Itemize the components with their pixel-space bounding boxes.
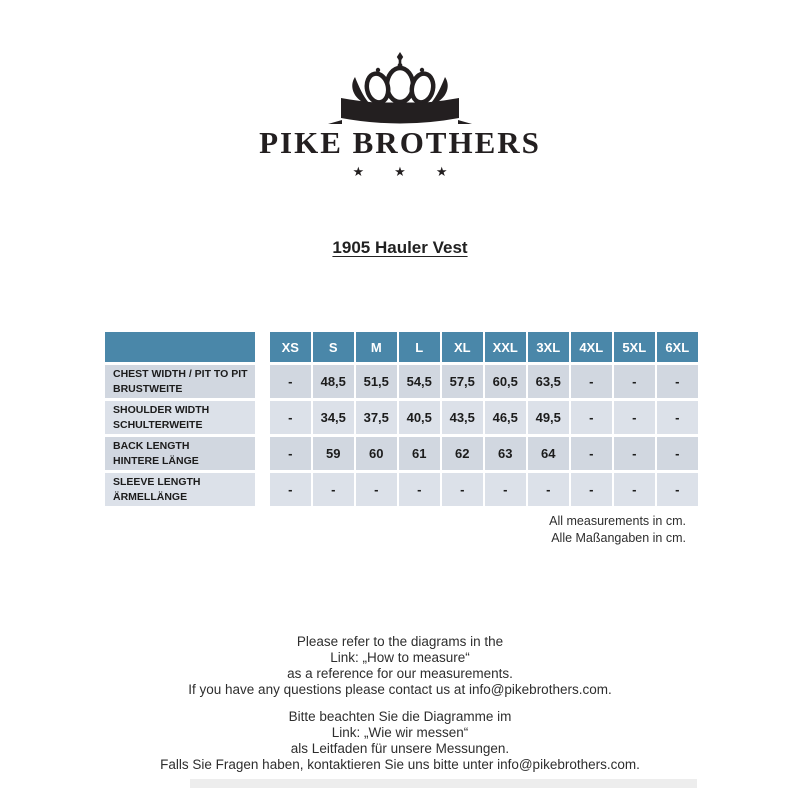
footer-de-line: als Leitfaden für unsere Messungen. — [290, 741, 510, 756]
size-value-cell: 48,5 — [313, 365, 354, 398]
size-value-cell: - — [657, 401, 698, 434]
page-bottom-shadow — [190, 779, 697, 788]
size-value-cell: 51,5 — [356, 365, 397, 398]
size-value-cell: 46,5 — [485, 401, 526, 434]
table-header-label-cell — [105, 332, 255, 362]
size-value-cell: - — [528, 473, 569, 506]
brand-logo — [0, 52, 800, 180]
size-value-cell: 37,5 — [356, 401, 397, 434]
size-value-cell: 60,5 — [485, 365, 526, 398]
size-value-cell: - — [614, 437, 655, 470]
footer-de-line: Link: „Wie wir messen“ — [331, 725, 469, 740]
size-column-header: XL — [442, 332, 483, 362]
page-title: 1905 Hauler Vest — [332, 238, 468, 257]
row-label-de: ÄRMELLÄNGE — [113, 490, 188, 503]
size-value-cell: 40,5 — [399, 401, 440, 434]
size-value-cell: 64 — [528, 437, 569, 470]
footer-en-line: as a reference for our measurements. — [287, 666, 513, 681]
size-value-cell: 62 — [442, 437, 483, 470]
table-column-gap — [258, 332, 268, 362]
size-value-cell: - — [571, 437, 612, 470]
size-column-header: S — [313, 332, 354, 362]
measurement-note-de: Alle Maßangaben in cm. — [551, 531, 686, 545]
table-column-gap — [258, 401, 268, 434]
footer-english — [0, 634, 800, 698]
size-value-cell: - — [614, 401, 655, 434]
footer-en-contact-line: If you have any questions please contact us at info@pikebrothers.com. — [188, 682, 612, 697]
row-label-de: BRUSTWEITE — [113, 382, 183, 395]
measurement-note — [549, 513, 686, 547]
size-value-cell: - — [270, 365, 311, 398]
size-value-cell: 49,5 — [528, 401, 569, 434]
star-icon: ★ — [435, 164, 448, 179]
table-column-gap — [258, 365, 268, 398]
measurement-note-en: All measurements in cm. — [549, 514, 686, 528]
size-column-header: 3XL — [528, 332, 569, 362]
footer-german — [0, 709, 800, 773]
row-label-cell — [105, 401, 255, 434]
size-value-cell: 59 — [313, 437, 354, 470]
footer-en-line: Link: „How to measure“ — [330, 650, 470, 665]
footer-en-line: Please refer to the diagrams in the — [296, 634, 504, 649]
size-value-cell: - — [485, 473, 526, 506]
size-value-cell: - — [270, 473, 311, 506]
size-value-cell: - — [657, 437, 698, 470]
stars-row — [0, 164, 800, 180]
size-value-cell: - — [571, 401, 612, 434]
footer-de-contact-line: Falls Sie Fragen haben, kontaktieren Sie uns bitte unter info@pikebrothers.com. — [160, 757, 640, 772]
size-value-cell: - — [270, 437, 311, 470]
size-column-header: XXL — [485, 332, 526, 362]
size-table — [105, 332, 698, 506]
row-label-de: HINTERE LÄNGE — [113, 454, 199, 467]
size-value-cell: 63 — [485, 437, 526, 470]
row-label-en: CHEST WIDTH / PIT TO PIT — [113, 368, 248, 381]
size-column-header: XS — [270, 332, 311, 362]
row-label-en: SHOULDER WIDTH — [113, 404, 210, 417]
size-value-cell: - — [270, 401, 311, 434]
crown-banner-icon — [285, 52, 515, 124]
row-label-en: SLEEVE LENGTH — [113, 476, 201, 489]
row-label-cell — [105, 365, 255, 398]
size-value-cell: - — [313, 473, 354, 506]
size-column-header: 5XL — [614, 332, 655, 362]
size-column-header: 4XL — [571, 332, 612, 362]
footer-de-line: Bitte beachten Sie die Diagramme im — [288, 709, 512, 724]
table-column-gap — [258, 473, 268, 506]
brand-name: PIKE BROTHERS — [259, 125, 541, 160]
size-value-cell: 34,5 — [313, 401, 354, 434]
size-value-cell: 63,5 — [528, 365, 569, 398]
size-value-cell: - — [399, 473, 440, 506]
size-value-cell: - — [571, 473, 612, 506]
size-value-cell: - — [442, 473, 483, 506]
size-value-cell: - — [571, 365, 612, 398]
size-value-cell: 61 — [399, 437, 440, 470]
star-icon: ★ — [394, 164, 406, 179]
size-column-header: M — [356, 332, 397, 362]
table-column-gap — [258, 437, 268, 470]
size-value-cell: 54,5 — [399, 365, 440, 398]
size-value-cell: - — [657, 473, 698, 506]
star-icon: ★ — [352, 164, 365, 179]
size-value-cell: - — [657, 365, 698, 398]
size-value-cell: 60 — [356, 437, 397, 470]
row-label-cell — [105, 437, 255, 470]
size-value-cell: 43,5 — [442, 401, 483, 434]
row-label-en: BACK LENGTH — [113, 440, 190, 453]
size-column-header: 6XL — [657, 332, 698, 362]
size-value-cell: - — [614, 365, 655, 398]
row-label-de: SCHULTERWEITE — [113, 418, 203, 431]
size-value-cell: - — [614, 473, 655, 506]
size-value-cell: - — [356, 473, 397, 506]
row-label-cell — [105, 473, 255, 506]
size-value-cell: 57,5 — [442, 365, 483, 398]
size-column-header: L — [399, 332, 440, 362]
